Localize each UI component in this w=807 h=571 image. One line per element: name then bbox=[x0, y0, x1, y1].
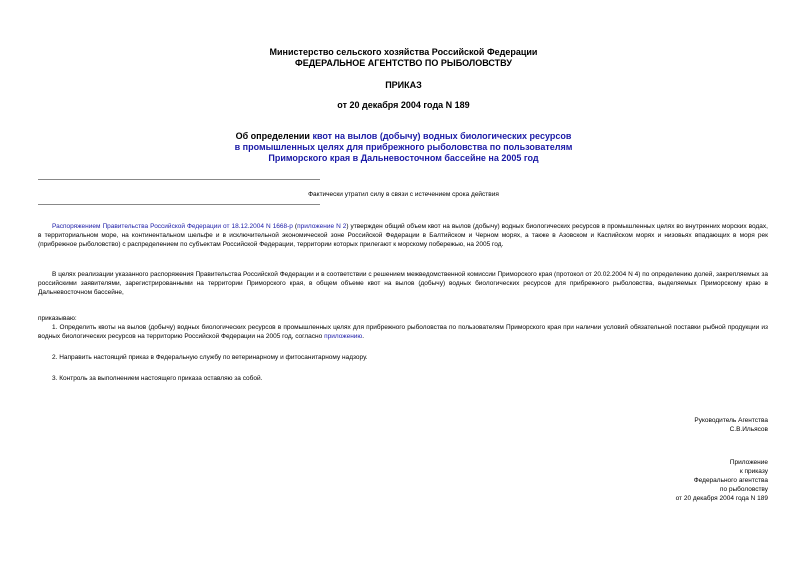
title-line-1 bbox=[0, 131, 807, 142]
divider-top bbox=[38, 179, 320, 180]
title-prefix: Об определении bbox=[235, 131, 313, 141]
paragraph-2: В целях реализации указанного распоряжения Правительства Российской Федерации и в соответствии с решением межведомственной комиссии Приморского края (протокол от 20.02.2004 N 4) по определению долей, закрепляемых за российскими заявителями, зарегистрированными на территории Приморского края, в общем объеме квот на вылов (добычу) водных биологических ресурсов для прибрежного рыболовства, выделяемых Приморскому краю в Дальневосточном бассейне, bbox=[38, 271, 768, 296]
signature-block bbox=[694, 416, 768, 434]
paragraph-item-2: 2. Направить настоящий приказ в Федеральную службу по ветеринарному и фитосанитарному надзору. bbox=[52, 354, 368, 361]
document-type: ПРИКАЗ bbox=[385, 80, 422, 90]
paragraph-item-3: 3. Контроль за выполнением настоящего приказа оставляю за собой. bbox=[52, 375, 263, 382]
title-link-line-2[interactable]: в промышленных целях для прибрежного рыболовства по пользователям bbox=[234, 142, 573, 152]
government-order-link[interactable]: Распоряжением Правительства Российской Федерации от 18.12.2004 N 1668-р bbox=[52, 223, 293, 230]
paragraph-1-open: ( bbox=[292, 223, 298, 230]
appendix-line-5: от 20 декабря 2004 года N 189 bbox=[675, 495, 768, 502]
divider-bottom bbox=[38, 204, 320, 205]
item-1-text: 1. Определить квоты на вылов (добычу) водных биологических ресурсов в промышленных целях для прибрежного рыболовства по пользователям Приморского края при наличии условий обязательной поставки рыбной продукции из водных биологических ресурсов на территорию Российской Федерации на 2005 год, согласно bbox=[38, 324, 768, 340]
appendix-line-4: по рыболовству bbox=[719, 486, 768, 493]
appendix-line-3: Федерального агентства bbox=[693, 477, 768, 484]
signatory-position: Руководитель Агентства bbox=[694, 417, 768, 424]
paragraph-1 bbox=[38, 222, 768, 249]
appendix-link[interactable]: приложению bbox=[324, 333, 363, 340]
agency-name: ФЕДЕРАЛЬНОЕ АГЕНТСТВО ПО РЫБОЛОВСТВУ bbox=[295, 58, 512, 68]
document-date: от 20 декабря 2004 года N 189 bbox=[337, 100, 470, 110]
appendix-line-1: Приложение bbox=[729, 459, 768, 466]
status-note: Фактически утратил силу в связи с истечением срока действия bbox=[308, 191, 499, 198]
paragraph-item-1 bbox=[38, 323, 768, 341]
item-1-end: . bbox=[362, 333, 365, 340]
appendix-line-2: к приказу bbox=[739, 468, 768, 475]
paragraph-order: приказываю: bbox=[38, 315, 77, 322]
paragraph-1-text: ) утвержден общий объем квот на вылов (добычу) водных биологических ресурсов в промышленных целях во внутренних морских водах, в территориальном море, на континентальном шельфе и в исключительной экономической зоне Российской Федерации в Балтийском и Черном морях, а также в Азовском и Каспийском морях и низовьях впадающих в моря рек (прибрежное рыболовство) с распределением по субъектам Российской Федерации, территории которых прилегают к морскому побережью, на 2005 год. bbox=[38, 223, 768, 248]
title-link-line-3[interactable]: Приморского края в Дальневосточном бассейне на 2005 год bbox=[268, 153, 539, 163]
appendix-2-link[interactable]: приложение N 2 bbox=[297, 223, 347, 230]
signatory-name: С.В.Ильясов bbox=[729, 426, 768, 433]
document-title bbox=[0, 131, 807, 164]
ministry-name: Министерство сельского хозяйства Российской Федерации bbox=[269, 47, 538, 57]
title-link-line-1[interactable]: квот на вылов (добычу) водных биологических ресурсов bbox=[312, 131, 572, 141]
appendix-header bbox=[676, 458, 768, 503]
